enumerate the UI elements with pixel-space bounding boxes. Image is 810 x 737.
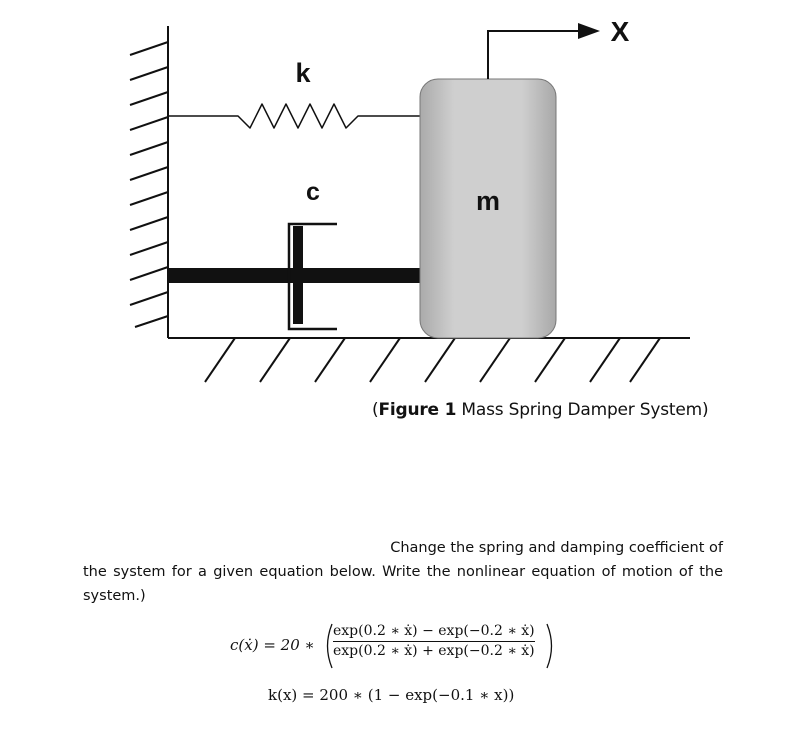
ground	[168, 338, 690, 382]
figure-caption	[372, 400, 708, 420]
instruction-line-3: system.)	[83, 588, 146, 604]
damper-label: c	[306, 178, 320, 206]
spring-label: k	[295, 58, 311, 88]
instruction-line-2: the system for a given equation below. Write the nonlinear equation of motion of the	[83, 564, 723, 580]
damping-denominator: exp(0.2 ∗ ẋ) + exp(−0.2 ∗ ẋ)	[333, 643, 535, 659]
ground-hatching	[205, 338, 660, 382]
displacement-arrow	[488, 23, 600, 79]
spring	[168, 104, 422, 128]
wall-hatching	[130, 42, 168, 327]
caption-bold: Figure 1	[378, 400, 457, 420]
right-paren	[545, 622, 557, 670]
mass-label: m	[475, 186, 501, 216]
damping-numerator: exp(0.2 ∗ ẋ) − exp(−0.2 ∗ ẋ)	[333, 623, 535, 642]
wall	[130, 26, 168, 338]
displacement-label: X	[610, 16, 630, 47]
instruction-line-1: Change the spring and damping coefficient of	[390, 540, 723, 556]
damping-equation-lhs: c(ẋ) = 20 ∗	[230, 636, 315, 654]
caption-open: (	[372, 400, 379, 420]
caption-rest: Mass Spring Damper System)	[456, 400, 709, 420]
damper	[168, 224, 420, 329]
damping-fraction	[333, 623, 535, 659]
spring-equation: k(x) = 200 ∗ (1 − exp(−0.1 ∗ x))	[268, 686, 515, 704]
